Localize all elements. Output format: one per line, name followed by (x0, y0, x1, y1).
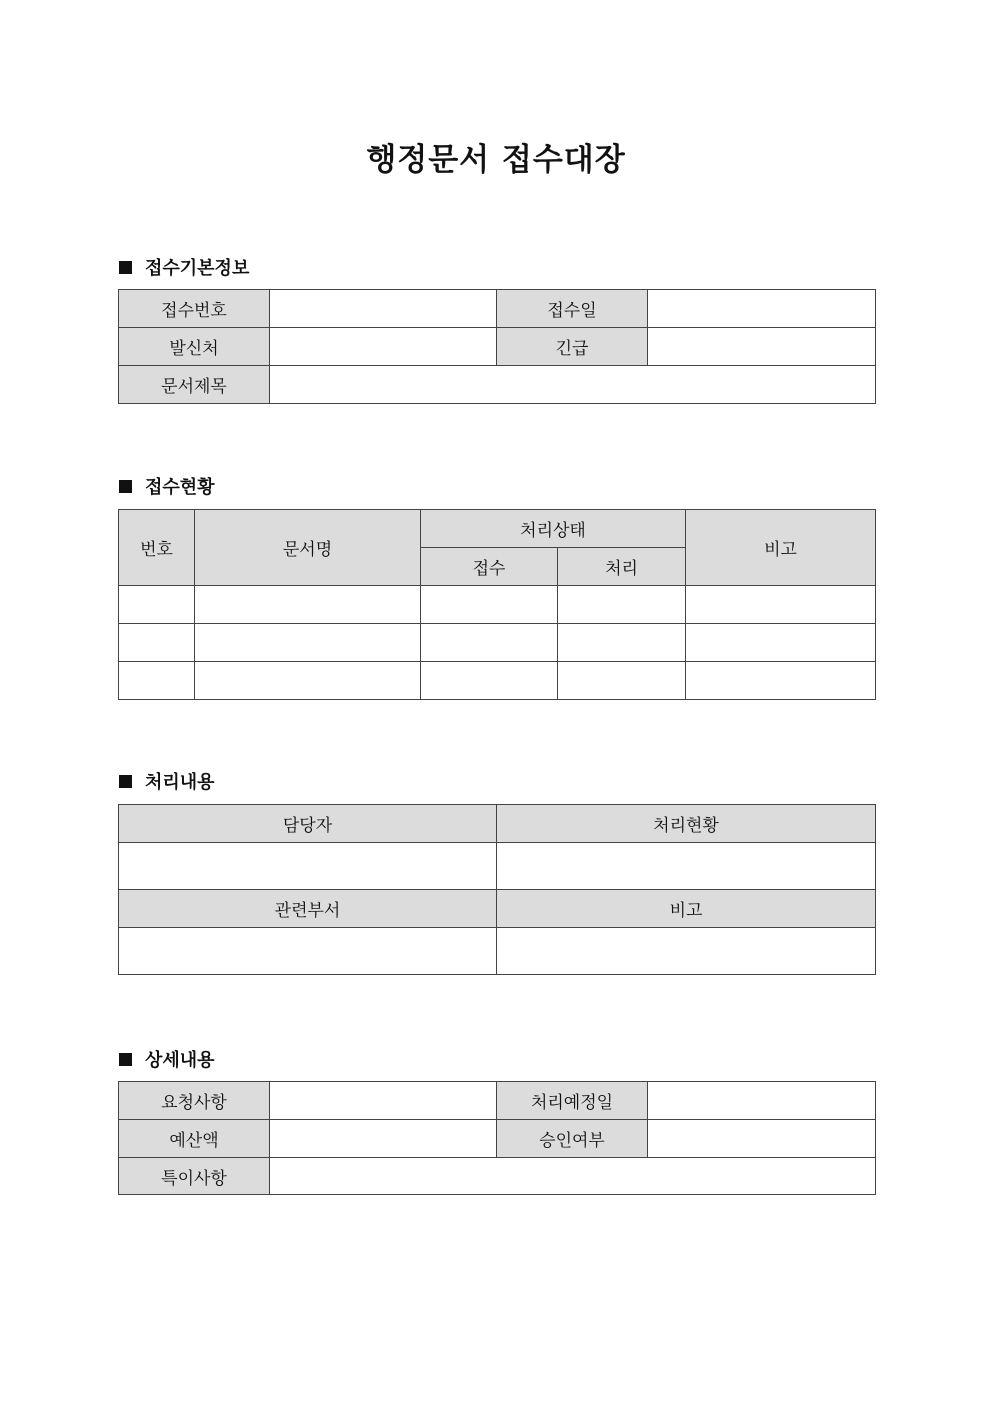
col-no-header: 번호 (119, 510, 195, 586)
cell-docname[interactable] (195, 662, 421, 700)
section-heading-processing (119, 768, 215, 794)
cell-remarks[interactable] (686, 662, 876, 700)
basic-info-table (118, 289, 876, 404)
cell-receipt[interactable] (421, 624, 558, 662)
sender-label: 발신처 (119, 328, 270, 366)
remarks-label: 비고 (497, 890, 876, 928)
square-bullet-icon (119, 1053, 132, 1066)
receipt-date-field[interactable] (648, 290, 876, 328)
square-bullet-icon (119, 261, 132, 274)
section-heading-label: 상세내용 (145, 1050, 215, 1071)
cell-remarks[interactable] (686, 586, 876, 624)
doc-title-field[interactable] (270, 366, 876, 404)
receipt-no-field[interactable] (270, 290, 497, 328)
request-label: 요청사항 (119, 1082, 270, 1120)
doc-title-label: 문서제목 (119, 366, 270, 404)
approval-field[interactable] (648, 1120, 876, 1158)
col-status-process-header: 처리 (558, 548, 686, 586)
budget-field[interactable] (270, 1120, 497, 1158)
receipt-status-table (118, 509, 876, 700)
request-field[interactable] (270, 1082, 497, 1120)
receipt-date-label: 접수일 (497, 290, 648, 328)
due-date-label: 처리예정일 (497, 1082, 648, 1120)
col-status-header: 처리상태 (421, 510, 686, 548)
cell-no[interactable] (119, 662, 195, 700)
receipt-no-label: 접수번호 (119, 290, 270, 328)
budget-label: 예산액 (119, 1120, 270, 1158)
cell-receipt[interactable] (421, 586, 558, 624)
details-table (118, 1081, 876, 1195)
cell-remarks[interactable] (686, 624, 876, 662)
page-title: 행정문서 접수대장 (366, 142, 626, 178)
cell-docname[interactable] (195, 624, 421, 662)
process-status-field[interactable] (497, 843, 876, 890)
square-bullet-icon (119, 775, 132, 788)
manager-field[interactable] (119, 843, 497, 890)
related-dept-label: 관련부서 (119, 890, 497, 928)
cell-receipt[interactable] (421, 662, 558, 700)
cell-docname[interactable] (195, 586, 421, 624)
col-remarks-header: 비고 (686, 510, 876, 586)
remarks-field[interactable] (497, 928, 876, 975)
col-status-receipt-header: 접수 (421, 548, 558, 586)
cell-no[interactable] (119, 586, 195, 624)
col-docname-header: 문서명 (195, 510, 421, 586)
square-bullet-icon (119, 480, 132, 493)
special-notes-label: 특이사항 (119, 1158, 270, 1195)
sender-field[interactable] (270, 328, 497, 366)
related-dept-field[interactable] (119, 928, 497, 975)
table-row (119, 662, 876, 700)
due-date-field[interactable] (648, 1082, 876, 1120)
cell-process[interactable] (558, 662, 686, 700)
urgent-field[interactable] (648, 328, 876, 366)
cell-no[interactable] (119, 624, 195, 662)
section-heading-label: 접수현황 (145, 477, 215, 498)
table-row (119, 624, 876, 662)
section-heading-receipt-status (119, 473, 215, 499)
urgent-label: 긴급 (497, 328, 648, 366)
cell-process[interactable] (558, 624, 686, 662)
process-status-label: 처리현황 (497, 805, 876, 843)
section-heading-details (119, 1046, 215, 1072)
table-row (119, 586, 876, 624)
section-heading-basic-info (119, 254, 249, 280)
cell-process[interactable] (558, 586, 686, 624)
processing-table (118, 804, 876, 975)
special-notes-field[interactable] (270, 1158, 876, 1195)
section-heading-label: 처리내용 (145, 772, 215, 793)
approval-label: 승인여부 (497, 1120, 648, 1158)
section-heading-label: 접수기본정보 (145, 258, 250, 279)
manager-label: 담당자 (119, 805, 497, 843)
